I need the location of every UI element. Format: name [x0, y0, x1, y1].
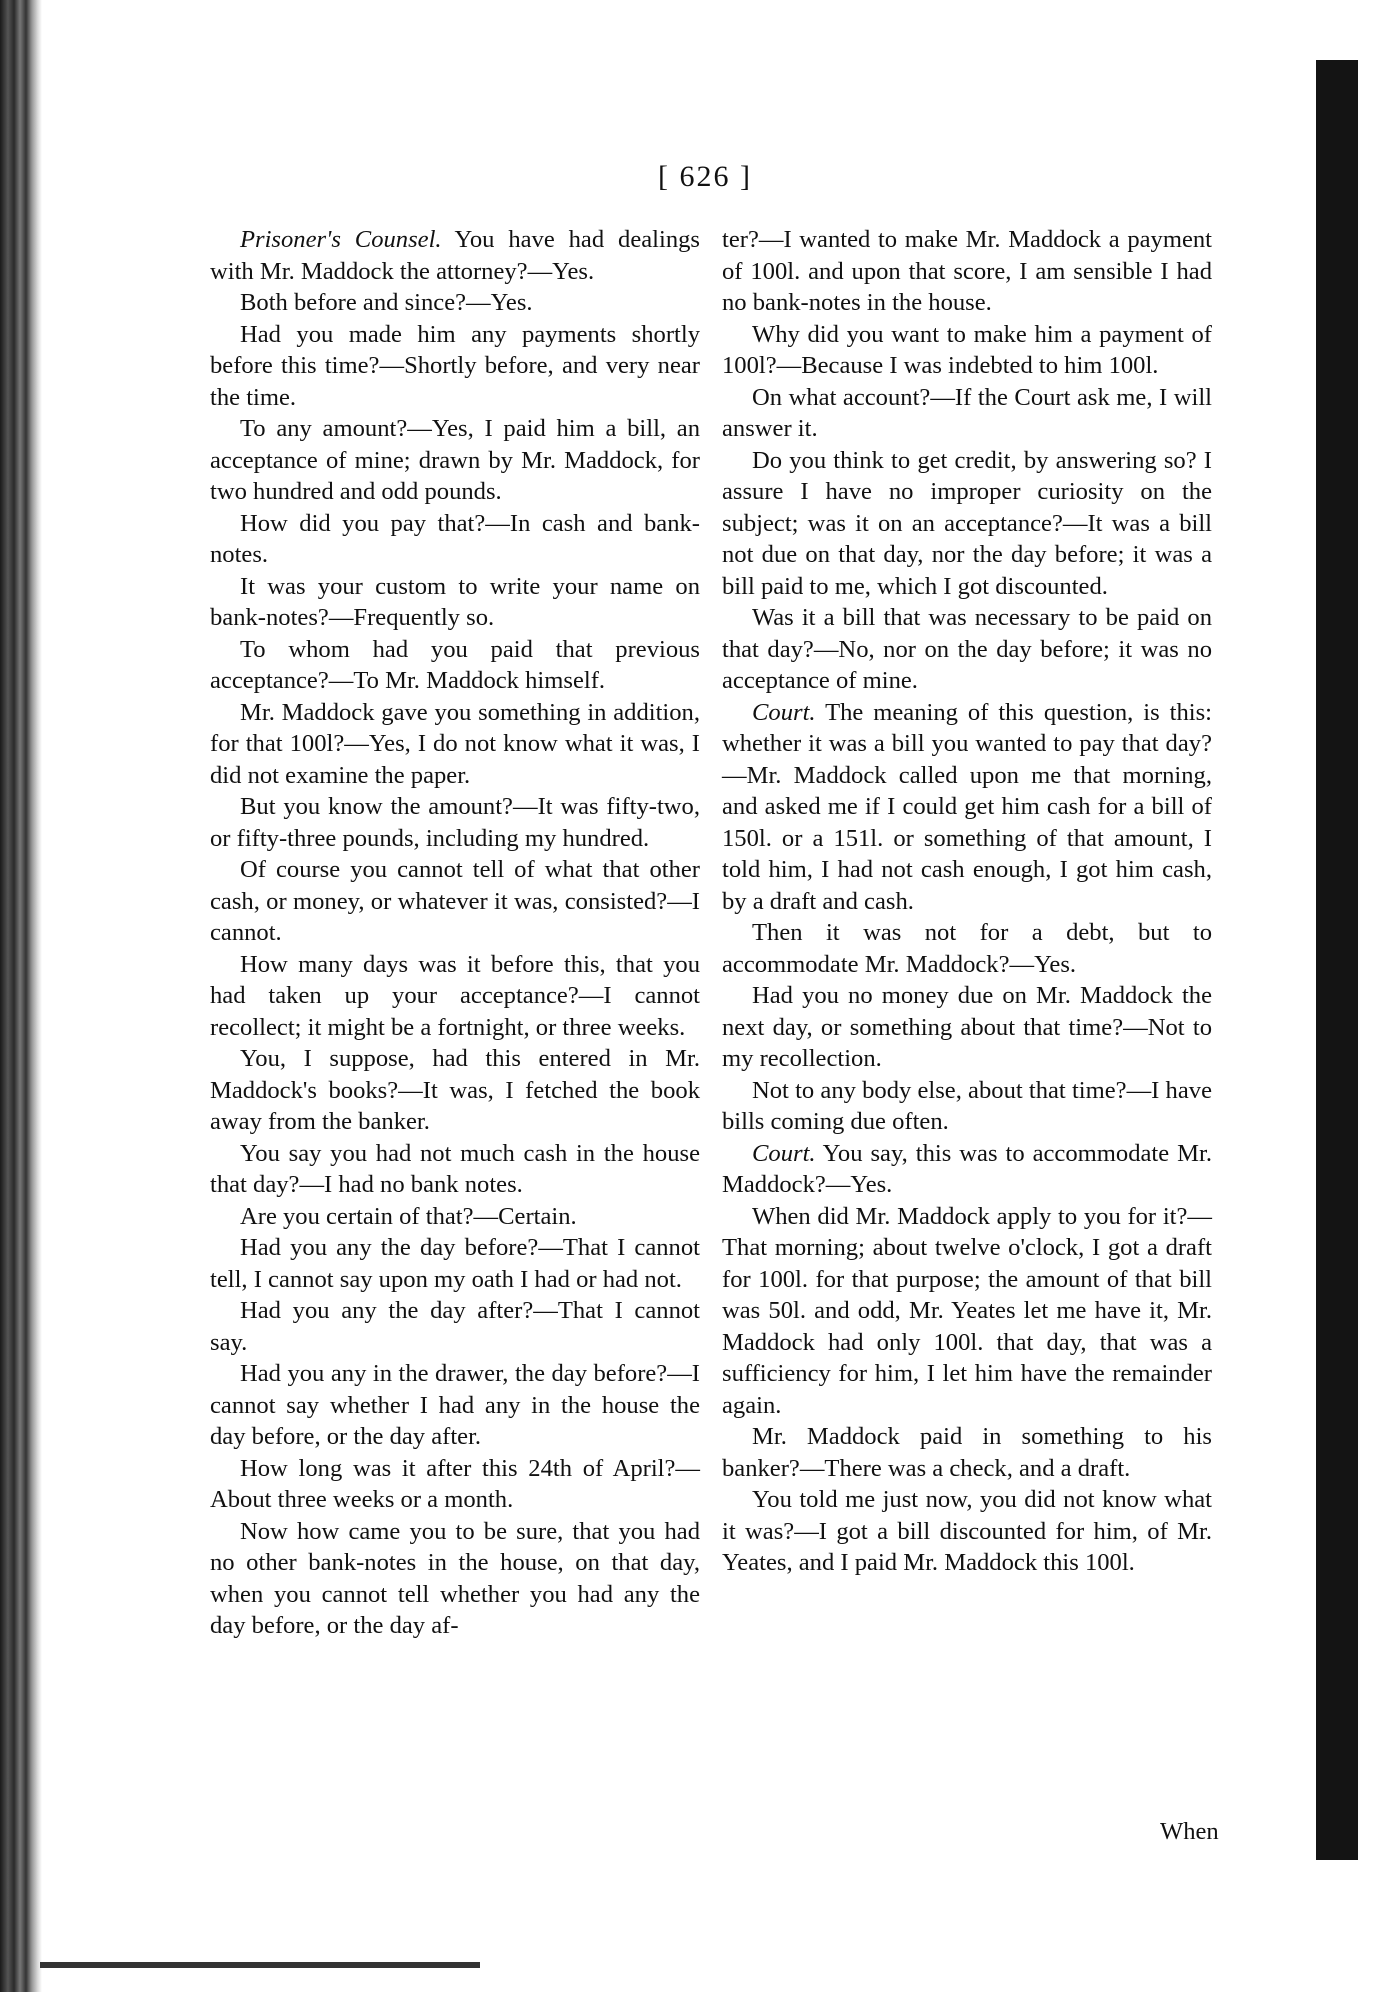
paragraph-text: When did Mr. Maddock apply to you for it?—That morning; about twelve o'clock, I got a draft for 100l. for that purpose; the amount of that bill was 50l. and odd, Mr. Yeates let me have it, Mr. Maddock had only 100l. that day, that was a sufficiency for him, I let him have the remainder again. [722, 1202, 1212, 1419]
paragraph-text: ter?—I wanted to make Mr. Maddock a payment of 100l. and upon that score, I am sensible I had no bank-notes in the house. [722, 226, 1212, 316]
left-column [210, 224, 700, 1642]
paragraph-text: How did you pay that?—In cash and bank-notes. [210, 509, 700, 568]
paragraph [210, 1201, 700, 1233]
catchword: When [1160, 1818, 1219, 1845]
paragraph [722, 1075, 1212, 1138]
paragraph [722, 1201, 1212, 1422]
paragraph [722, 917, 1212, 980]
paragraph [210, 413, 700, 508]
paragraph-text: Do you think to get credit, by answering so? I assure I have no improper curiosity on the subject; was it on an acceptance?—It was a bill not due on that day, nor the day before; it was a bill paid to me, which I got discounted. [722, 446, 1212, 600]
paragraph-text: How long was it after this 24th of April?—About three weeks or a month. [210, 1454, 700, 1513]
paragraph [722, 697, 1212, 918]
paragraph [722, 382, 1212, 445]
paragraph [210, 1358, 700, 1453]
paragraph-text: Are you certain of that?—Certain. [240, 1202, 577, 1230]
paragraph [722, 445, 1212, 603]
paragraph-text: Why did you want to make him a payment of 100l?—Because I was indebted to him 100l. [722, 320, 1212, 379]
speaker-label: Court. [752, 1139, 816, 1167]
paragraph-text: You told me just now, you did not know what it was?—I got a bill discounted for him, of Mr. Yeates, and I paid Mr. Maddock this 100l. [722, 1486, 1212, 1576]
paragraph [210, 791, 700, 854]
paragraph [722, 319, 1212, 382]
paragraph-text: How many days was it before this, that you had taken up your acceptance?—I cannot recollect; it might be a fortnight, or three weeks. [210, 950, 700, 1041]
paragraph [722, 1138, 1212, 1201]
paragraph-text: On what account?—If the Court ask me, I will answer it. [722, 383, 1212, 442]
paragraph-text: You say you had not much cash in the house that day?—I had no bank notes. [210, 1139, 700, 1198]
paragraph-text: It was your custom to write your name on bank-notes?—Frequently so. [210, 572, 700, 631]
paragraph-text: You say, this was to accommodate Mr. Maddock?—Yes. [722, 1139, 1212, 1198]
paragraph-text: Had you any the day after?—That I cannot say. [210, 1297, 700, 1356]
paragraph-text: To whom had you paid that previous acceptance?—To Mr. Maddock himself. [210, 635, 700, 694]
paragraph-text: The meaning of this question, is this: whether it was a bill you wanted to pay that day?—Mr. Maddock called upon me that morning, and asked me if I could get him cash for a bill of 150l. or a 151l. or something of that amount, I told him, I had not cash enough, I got him cash, by a draft and cash. [722, 698, 1212, 915]
bottom-rule [40, 1962, 480, 1968]
paragraph [722, 1484, 1212, 1579]
speaker-label: Court. [752, 698, 816, 726]
paragraph [210, 224, 700, 287]
paragraph-text: Then it was not for a debt, but to accommodate Mr. Maddock?—Yes. [722, 919, 1212, 978]
right-column [722, 224, 1212, 1579]
paragraph-text: Mr. Maddock gave you something in addition, for that 100l?—Yes, I do not know what it was, I did not examine the paper. [210, 698, 700, 789]
paragraph [210, 1232, 700, 1295]
paragraph [210, 854, 700, 949]
paragraph [210, 1138, 700, 1201]
paragraph-text: But you know the amount?—It was fifty-two, or fifty-three pounds, including my hundred. [210, 793, 700, 852]
paragraph [722, 1421, 1212, 1484]
paragraph-text: Had you any in the drawer, the day before?—I cannot say whether I had any in the house the day before, or the day after. [210, 1360, 700, 1450]
paragraph [210, 1516, 700, 1642]
speaker-label: Prisoner's Counsel. [240, 226, 442, 253]
paragraph [722, 602, 1212, 697]
paragraph-text: Had you made him any payments shortly before this time?—Shortly before, and very near the time. [210, 320, 700, 411]
paragraph-text: Both before and since?—Yes. [240, 289, 533, 316]
paragraph-text: Not to any body else, about that time?—I have bills coming due often. [722, 1076, 1212, 1135]
paragraph-text: Had you no money due on Mr. Maddock the next day, or something about that time?—Not to my recollection. [722, 982, 1212, 1072]
paragraph-text: You have had dealings with Mr. Maddock the attorney?—Yes. [210, 226, 700, 285]
paragraph [210, 949, 700, 1044]
paragraph-text: Of course you cannot tell of what that other cash, or money, or whatever it was, consisted?—I cannot. [210, 856, 700, 946]
paragraph [210, 319, 700, 414]
book-binding-edge [0, 0, 42, 1992]
paragraph-text: Now how came you to be sure, that you had no other bank-notes in the house, on that day, when you cannot tell whether you had any the day before, or the day af- [210, 1517, 700, 1639]
paragraph [210, 287, 700, 319]
paragraph [210, 697, 700, 792]
paragraph-text: To any amount?—Yes, I paid him a bill, an acceptance of mine; drawn by Mr. Maddock, for two hundred and odd pounds. [210, 415, 700, 505]
paragraph [210, 634, 700, 697]
paragraph [210, 1453, 700, 1516]
paragraph-text: You, I suppose, had this entered in Mr. Maddock's books?—It was, I fetched the book away from the banker. [210, 1045, 700, 1135]
page-edge-shadow [1316, 60, 1358, 1860]
paragraph [210, 1295, 700, 1358]
paragraph-text: Had you any the day before?—That I cannot tell, I cannot say upon my oath I had or had not. [210, 1234, 700, 1293]
paragraph-text: Mr. Maddock paid in something to his banker?—There was a check, and a draft. [722, 1423, 1212, 1482]
paragraph [210, 571, 700, 634]
page-number: [ 626 ] [658, 160, 752, 193]
paragraph-text: Was it a bill that was necessary to be paid on that day?—No, nor on the day before; it was no acceptance of mine. [722, 604, 1212, 694]
paragraph [722, 980, 1212, 1075]
paragraph [210, 508, 700, 571]
paragraph [210, 1043, 700, 1138]
paragraph [722, 224, 1212, 319]
